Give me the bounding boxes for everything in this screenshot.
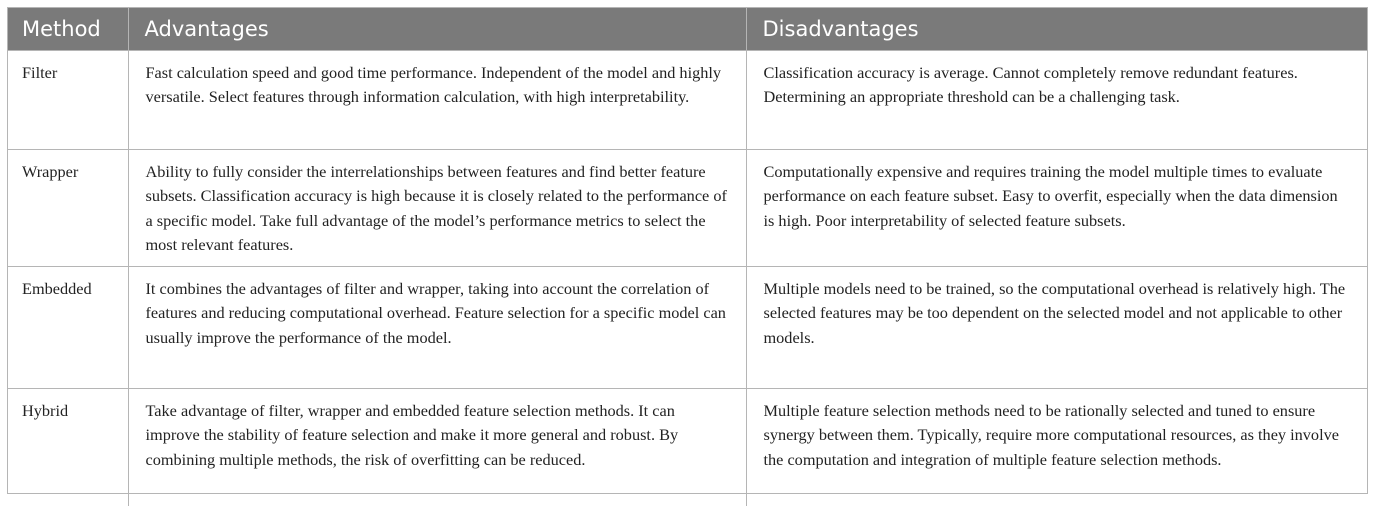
method-cell: Hybrid [8, 388, 128, 506]
header-method: Method [22, 16, 101, 41]
advantages-cell: Take advantage of filter, wrapper and embedded feature selection methods. It can improve the stability of feature selection and make it more general and robust. By combining multiple methods, the risk of overfitting can be reduced. [128, 388, 746, 506]
method-cell: Filter [8, 50, 128, 149]
advantages-cell: Ability to fully consider the interrelationships between features and find better feature subsets. Classification accuracy is high because it is closely related to the performance of a specific model. Take full advantage of the model’s performance metrics to select the most relevant features. [128, 149, 746, 266]
table-header [8, 8, 1367, 50]
table-row [8, 388, 1367, 506]
disadvantages-cell: Multiple feature selection methods need to be rationally selected and tuned to ensure synergy between them. Typically, require more computational resources, as they involve the computation and integration of multiple feature selection methods. [746, 388, 1367, 506]
table-row [8, 266, 1367, 388]
header-row [8, 8, 1367, 50]
comparison-table [8, 8, 1367, 506]
method-cell: Embedded [8, 266, 128, 388]
method-cell: Wrapper [8, 149, 128, 266]
header-disadvantages: Disadvantages [746, 8, 1367, 50]
table-body [8, 50, 1367, 506]
table-row [8, 149, 1367, 266]
advantages-cell: It combines the advantages of filter and wrapper, taking into account the correlation of features and reducing computational overhead. Feature selection for a specific model can usually improve the performance of the model. [128, 266, 746, 388]
comparison-table-container [7, 7, 1368, 494]
advantages-cell: Fast calculation speed and good time performance. Independent of the model and highly versatile. Select features through information calculation, with high interpretability. [128, 50, 746, 149]
disadvantages-cell: Multiple models need to be trained, so the computational overhead is relatively high. The selected features may be too dependent on the selected model and not applicable to other models. [746, 266, 1367, 388]
header-advantages: Advantages [128, 8, 746, 50]
table-row [8, 50, 1367, 149]
disadvantages-cell: Computationally expensive and requires training the model multiple times to evaluate performance on each feature subset. Easy to overfit, especially when the data dimension is high. Poor interpretability of selected feature subsets. [746, 149, 1367, 266]
disadvantages-cell: Classification accuracy is average. Cannot completely remove redundant features. Determining an appropriate threshold can be a challenging task. [746, 50, 1367, 149]
